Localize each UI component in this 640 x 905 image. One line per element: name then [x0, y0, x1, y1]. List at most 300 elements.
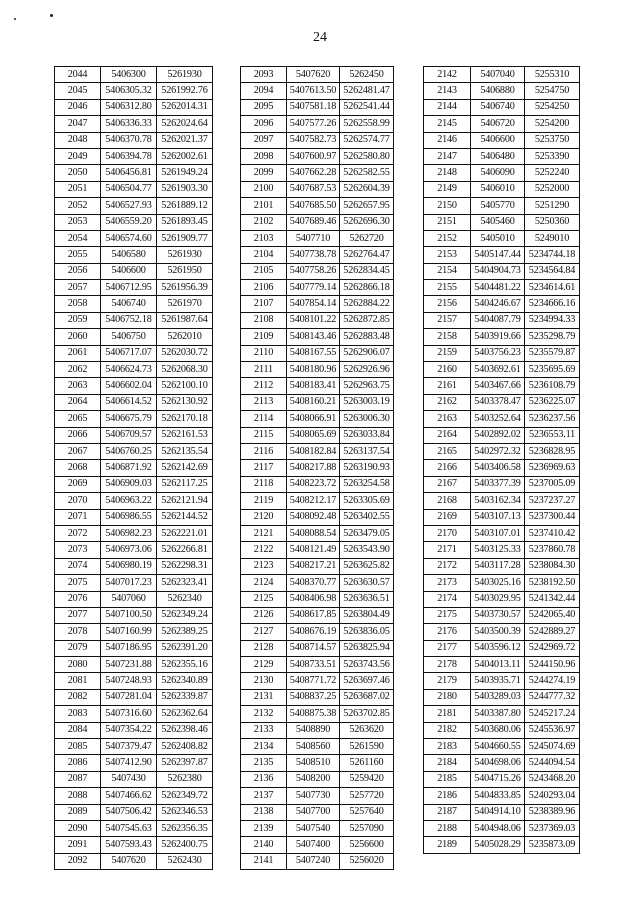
y-coordinate-cell: 5244094.54	[525, 755, 580, 771]
table-row	[55, 804, 213, 820]
point-number-cell: 2045	[55, 83, 101, 99]
y-coordinate-cell: 5262926.96	[340, 362, 394, 378]
point-number-cell: 2065	[55, 411, 101, 427]
x-coordinate-cell: 5406982.23	[101, 525, 157, 541]
point-number-cell: 2084	[55, 722, 101, 738]
table-row	[55, 493, 213, 509]
point-number-cell: 2157	[424, 312, 471, 328]
x-coordinate-cell: 5407017.23	[101, 575, 157, 591]
x-coordinate-cell: 5407186.95	[101, 640, 157, 656]
point-number-cell: 2071	[55, 509, 101, 525]
x-coordinate-cell: 5408406.98	[287, 591, 340, 607]
table-row	[241, 722, 394, 738]
x-coordinate-cell: 5408510	[287, 755, 340, 771]
y-coordinate-cell: 5256020	[340, 853, 394, 869]
table-row	[424, 476, 580, 492]
table-row	[55, 263, 213, 279]
point-number-cell: 2103	[241, 230, 287, 246]
x-coordinate-cell: 5404013.11	[471, 657, 525, 673]
table-row	[241, 739, 394, 755]
y-coordinate-cell: 5262349.72	[157, 788, 213, 804]
table-row	[424, 755, 580, 771]
x-coordinate-cell: 5404833.85	[471, 788, 525, 804]
y-coordinate-cell: 5240293.04	[525, 788, 580, 804]
table-row	[424, 509, 580, 525]
x-coordinate-cell: 5403467.66	[471, 378, 525, 394]
point-number-cell: 2113	[241, 394, 287, 410]
point-number-cell: 2050	[55, 165, 101, 181]
x-coordinate-cell: 5407060	[101, 591, 157, 607]
point-number-cell: 2077	[55, 607, 101, 623]
x-coordinate-cell: 5403029.95	[471, 591, 525, 607]
point-number-cell: 2112	[241, 378, 287, 394]
y-coordinate-cell: 5262391.20	[157, 640, 213, 656]
x-coordinate-cell: 5408065.69	[287, 427, 340, 443]
x-coordinate-cell: 5407581.18	[287, 99, 340, 115]
y-coordinate-cell: 5262398.46	[157, 722, 213, 738]
point-number-cell: 2131	[241, 689, 287, 705]
point-number-cell: 2141	[241, 853, 287, 869]
table-row	[424, 280, 580, 296]
point-number-cell: 2139	[241, 820, 287, 836]
x-coordinate-cell: 5406527.93	[101, 198, 157, 214]
point-number-cell: 2187	[424, 804, 471, 820]
point-number-cell: 2066	[55, 427, 101, 443]
x-coordinate-cell: 5408217.88	[287, 460, 340, 476]
point-number-cell: 2099	[241, 165, 287, 181]
x-coordinate-cell: 5406752.18	[101, 312, 157, 328]
table-row	[424, 657, 580, 673]
x-coordinate-cell: 5403252.64	[471, 411, 525, 427]
table-row	[424, 362, 580, 378]
y-coordinate-cell: 5261970	[157, 296, 213, 312]
point-number-cell: 2137	[241, 788, 287, 804]
table-row	[55, 67, 213, 83]
point-number-cell: 2189	[424, 837, 471, 853]
y-coordinate-cell: 5244274.19	[525, 673, 580, 689]
x-coordinate-cell: 5407662.28	[287, 165, 340, 181]
point-number-cell: 2163	[424, 411, 471, 427]
y-coordinate-cell: 5254250	[525, 99, 580, 115]
x-coordinate-cell: 5408121.49	[287, 542, 340, 558]
point-number-cell: 2170	[424, 525, 471, 541]
x-coordinate-cell: 5406559.20	[101, 214, 157, 230]
x-coordinate-cell: 5408212.17	[287, 493, 340, 509]
y-coordinate-cell: 5261160	[340, 755, 394, 771]
x-coordinate-cell: 5404914.10	[471, 804, 525, 820]
y-coordinate-cell: 5262696.30	[340, 214, 394, 230]
table-row	[55, 525, 213, 541]
y-coordinate-cell: 5261889.12	[157, 198, 213, 214]
point-number-cell: 2166	[424, 460, 471, 476]
table-row	[424, 689, 580, 705]
y-coordinate-cell: 5262963.75	[340, 378, 394, 394]
table-row	[55, 624, 213, 640]
table-row	[424, 788, 580, 804]
page-number: 24	[313, 30, 327, 45]
table-row	[424, 394, 580, 410]
table-row	[55, 657, 213, 673]
point-number-cell: 2181	[424, 706, 471, 722]
x-coordinate-cell: 5406600	[101, 263, 157, 279]
table-row	[241, 427, 394, 443]
table-row	[424, 591, 580, 607]
y-coordinate-cell: 5236237.56	[525, 411, 580, 427]
table-row	[424, 214, 580, 230]
y-coordinate-cell: 5254200	[525, 116, 580, 132]
table-row	[55, 247, 213, 263]
point-number-cell: 2175	[424, 607, 471, 623]
y-coordinate-cell: 5237300.44	[525, 509, 580, 525]
table-row	[424, 607, 580, 623]
x-coordinate-cell: 5408714.57	[287, 640, 340, 656]
table-row	[55, 460, 213, 476]
x-coordinate-cell: 5407540	[287, 820, 340, 836]
table-row	[241, 345, 394, 361]
y-coordinate-cell: 5237860.78	[525, 542, 580, 558]
point-number-cell: 2130	[241, 673, 287, 689]
point-number-cell: 2169	[424, 509, 471, 525]
y-coordinate-cell: 5262340.89	[157, 673, 213, 689]
y-coordinate-cell: 5250360	[525, 214, 580, 230]
table-row	[424, 67, 580, 83]
x-coordinate-cell: 5407600.97	[287, 148, 340, 164]
point-number-cell: 2067	[55, 443, 101, 459]
point-number-cell: 2092	[55, 853, 101, 869]
y-coordinate-cell: 5262872.85	[340, 312, 394, 328]
y-coordinate-cell: 5262430	[157, 853, 213, 869]
point-number-cell: 2119	[241, 493, 287, 509]
y-coordinate-cell: 5244777.32	[525, 689, 580, 705]
x-coordinate-cell: 5406712.95	[101, 280, 157, 296]
table-row	[55, 280, 213, 296]
x-coordinate-cell: 5406963.22	[101, 493, 157, 509]
table-row	[424, 411, 580, 427]
point-number-cell: 2186	[424, 788, 471, 804]
y-coordinate-cell: 5262481.47	[340, 83, 394, 99]
point-number-cell: 2179	[424, 673, 471, 689]
y-coordinate-cell: 5263687.02	[340, 689, 394, 705]
y-coordinate-cell: 5263137.54	[340, 443, 394, 459]
x-coordinate-cell: 5408167.55	[287, 345, 340, 361]
point-number-cell: 2128	[241, 640, 287, 656]
y-coordinate-cell: 5255310	[525, 67, 580, 83]
point-number-cell: 2122	[241, 542, 287, 558]
point-number-cell: 2054	[55, 230, 101, 246]
point-number-cell: 2132	[241, 706, 287, 722]
x-coordinate-cell: 5406010	[471, 181, 525, 197]
y-coordinate-cell: 5262339.87	[157, 689, 213, 705]
x-coordinate-cell: 5406717.07	[101, 345, 157, 361]
table-row	[55, 853, 213, 869]
x-coordinate-cell: 5406300	[101, 67, 157, 83]
x-coordinate-cell: 5404698.06	[471, 755, 525, 771]
x-coordinate-cell: 5403406.58	[471, 460, 525, 476]
table-row	[55, 378, 213, 394]
point-number-cell: 2116	[241, 443, 287, 459]
table-row	[424, 558, 580, 574]
table-row	[55, 689, 213, 705]
y-coordinate-cell: 5263543.90	[340, 542, 394, 558]
point-number-cell: 2151	[424, 214, 471, 230]
y-coordinate-cell: 5263479.05	[340, 525, 394, 541]
table-row	[241, 673, 394, 689]
x-coordinate-cell: 5407354.22	[101, 722, 157, 738]
x-coordinate-cell: 5406909.03	[101, 476, 157, 492]
table-row	[241, 198, 394, 214]
y-coordinate-cell: 5262021.37	[157, 132, 213, 148]
table-row	[55, 640, 213, 656]
point-number-cell: 2104	[241, 247, 287, 263]
table-row	[55, 558, 213, 574]
table-row	[424, 443, 580, 459]
y-coordinate-cell: 5249010	[525, 230, 580, 246]
y-coordinate-cell: 5262834.45	[340, 263, 394, 279]
table-row	[424, 116, 580, 132]
x-coordinate-cell: 5406760.25	[101, 443, 157, 459]
point-number-cell: 2174	[424, 591, 471, 607]
point-number-cell: 2097	[241, 132, 287, 148]
table-row	[241, 493, 394, 509]
table-row	[55, 820, 213, 836]
table-row	[55, 443, 213, 459]
point-number-cell: 2135	[241, 755, 287, 771]
table-row	[241, 837, 394, 853]
point-number-cell: 2176	[424, 624, 471, 640]
x-coordinate-cell: 5407687.53	[287, 181, 340, 197]
point-number-cell: 2047	[55, 116, 101, 132]
x-coordinate-cell: 5407316.60	[101, 706, 157, 722]
point-number-cell: 2102	[241, 214, 287, 230]
y-coordinate-cell: 5242969.72	[525, 640, 580, 656]
table-row	[241, 689, 394, 705]
table-row	[241, 312, 394, 328]
y-coordinate-cell: 5263402.55	[340, 509, 394, 525]
table-row	[424, 132, 580, 148]
x-coordinate-cell: 5408200	[287, 771, 340, 787]
x-coordinate-cell: 5406090	[471, 165, 525, 181]
point-number-cell: 2076	[55, 591, 101, 607]
table-row	[424, 493, 580, 509]
x-coordinate-cell: 5403730.57	[471, 607, 525, 623]
point-number-cell: 2061	[55, 345, 101, 361]
y-coordinate-cell: 5262400.75	[157, 837, 213, 853]
y-coordinate-cell: 5259420	[340, 771, 394, 787]
point-number-cell: 2059	[55, 312, 101, 328]
point-number-cell: 2101	[241, 198, 287, 214]
x-coordinate-cell: 5406370.78	[101, 132, 157, 148]
y-coordinate-cell: 5251290	[525, 198, 580, 214]
point-number-cell: 2117	[241, 460, 287, 476]
y-coordinate-cell: 5262142.69	[157, 460, 213, 476]
y-coordinate-cell: 5262355.16	[157, 657, 213, 673]
table-row	[241, 509, 394, 525]
x-coordinate-cell: 5403500.39	[471, 624, 525, 640]
y-coordinate-cell: 5242889.27	[525, 624, 580, 640]
y-coordinate-cell: 5235298.79	[525, 329, 580, 345]
y-coordinate-cell: 5262380	[157, 771, 213, 787]
x-coordinate-cell: 5407613.50	[287, 83, 340, 99]
y-coordinate-cell: 5262121.94	[157, 493, 213, 509]
table-row	[424, 837, 580, 853]
y-coordinate-cell: 5257090	[340, 820, 394, 836]
x-coordinate-cell: 5407240	[287, 853, 340, 869]
x-coordinate-cell: 5408223.72	[287, 476, 340, 492]
table-row	[424, 542, 580, 558]
x-coordinate-cell: 5403680.06	[471, 722, 525, 738]
point-number-cell: 2085	[55, 739, 101, 755]
x-coordinate-cell: 5404904.73	[471, 263, 525, 279]
table-row	[55, 706, 213, 722]
y-coordinate-cell: 5237369.03	[525, 820, 580, 836]
x-coordinate-cell: 5403025.16	[471, 575, 525, 591]
x-coordinate-cell: 5407710	[287, 230, 340, 246]
point-number-cell: 2114	[241, 411, 287, 427]
x-coordinate-cell: 5408101.22	[287, 312, 340, 328]
point-number-cell: 2049	[55, 148, 101, 164]
table-row	[241, 329, 394, 345]
table-row	[424, 378, 580, 394]
table-row	[241, 591, 394, 607]
point-number-cell: 2105	[241, 263, 287, 279]
y-coordinate-cell: 5262397.87	[157, 755, 213, 771]
x-coordinate-cell: 5406336.33	[101, 116, 157, 132]
x-coordinate-cell: 5407231.88	[101, 657, 157, 673]
x-coordinate-cell: 5407730	[287, 788, 340, 804]
point-number-cell: 2118	[241, 476, 287, 492]
y-coordinate-cell: 5254750	[525, 83, 580, 99]
table-row	[241, 853, 394, 869]
x-coordinate-cell: 5408160.21	[287, 394, 340, 410]
table-row	[55, 755, 213, 771]
x-coordinate-cell: 5403117.28	[471, 558, 525, 574]
y-coordinate-cell: 5262349.24	[157, 607, 213, 623]
table-row	[241, 83, 394, 99]
point-number-cell: 2111	[241, 362, 287, 378]
y-coordinate-cell: 5262130.92	[157, 394, 213, 410]
point-number-cell: 2091	[55, 837, 101, 853]
table-row	[424, 165, 580, 181]
y-coordinate-cell: 5236553.11	[525, 427, 580, 443]
x-coordinate-cell: 5408180.96	[287, 362, 340, 378]
point-number-cell: 2057	[55, 280, 101, 296]
point-number-cell: 2089	[55, 804, 101, 820]
point-number-cell: 2079	[55, 640, 101, 656]
x-coordinate-cell: 5403692.61	[471, 362, 525, 378]
point-number-cell: 2125	[241, 591, 287, 607]
table-row	[55, 771, 213, 787]
point-number-cell: 2134	[241, 739, 287, 755]
table-row	[55, 362, 213, 378]
x-coordinate-cell: 5404948.06	[471, 820, 525, 836]
x-coordinate-cell: 5408182.84	[287, 443, 340, 459]
table-row	[241, 230, 394, 246]
table-row	[241, 362, 394, 378]
table-row	[241, 771, 394, 787]
y-coordinate-cell: 5253750	[525, 132, 580, 148]
point-number-cell: 2083	[55, 706, 101, 722]
table-row	[55, 214, 213, 230]
x-coordinate-cell: 5407689.46	[287, 214, 340, 230]
table-row	[55, 116, 213, 132]
y-coordinate-cell: 5263836.05	[340, 624, 394, 640]
point-number-cell: 2068	[55, 460, 101, 476]
x-coordinate-cell: 5407400	[287, 837, 340, 853]
x-coordinate-cell: 5407738.78	[287, 247, 340, 263]
point-number-cell: 2106	[241, 280, 287, 296]
x-coordinate-cell: 5407758.26	[287, 263, 340, 279]
y-coordinate-cell: 5263702.85	[340, 706, 394, 722]
point-number-cell: 2178	[424, 657, 471, 673]
point-number-cell: 2081	[55, 673, 101, 689]
y-coordinate-cell: 5253390	[525, 148, 580, 164]
table-row	[55, 722, 213, 738]
y-coordinate-cell: 5262389.25	[157, 624, 213, 640]
x-coordinate-cell: 5403107.13	[471, 509, 525, 525]
y-coordinate-cell: 5242065.40	[525, 607, 580, 623]
x-coordinate-cell: 5407100.50	[101, 607, 157, 623]
scan-speck	[50, 14, 53, 17]
table-row	[55, 509, 213, 525]
y-coordinate-cell: 5262144.52	[157, 509, 213, 525]
table-row	[241, 394, 394, 410]
x-coordinate-cell: 5407685.50	[287, 198, 340, 214]
point-number-cell: 2095	[241, 99, 287, 115]
point-number-cell: 2147	[424, 148, 471, 164]
x-coordinate-cell: 5406602.04	[101, 378, 157, 394]
x-coordinate-cell: 5407593.43	[101, 837, 157, 853]
x-coordinate-cell: 5406504.77	[101, 181, 157, 197]
point-number-cell: 2127	[241, 624, 287, 640]
point-number-cell: 2162	[424, 394, 471, 410]
point-number-cell: 2073	[55, 542, 101, 558]
y-coordinate-cell: 5263254.58	[340, 476, 394, 492]
x-coordinate-cell: 5406614.52	[101, 394, 157, 410]
y-coordinate-cell: 5234744.18	[525, 247, 580, 263]
y-coordinate-cell: 5263743.56	[340, 657, 394, 673]
y-coordinate-cell: 5252240	[525, 165, 580, 181]
x-coordinate-cell: 5408370.77	[287, 575, 340, 591]
table-row	[424, 673, 580, 689]
y-coordinate-cell: 5262298.31	[157, 558, 213, 574]
x-coordinate-cell: 5408217.21	[287, 558, 340, 574]
point-number-cell: 2156	[424, 296, 471, 312]
x-coordinate-cell: 5403378.47	[471, 394, 525, 410]
x-coordinate-cell: 5406600	[471, 132, 525, 148]
y-coordinate-cell: 5262068.30	[157, 362, 213, 378]
table-row	[424, 263, 580, 279]
table-row	[241, 181, 394, 197]
point-number-cell: 2144	[424, 99, 471, 115]
x-coordinate-cell: 5406456.81	[101, 165, 157, 181]
table-row	[55, 788, 213, 804]
table-row	[241, 67, 394, 83]
point-number-cell: 2087	[55, 771, 101, 787]
point-number-cell: 2088	[55, 788, 101, 804]
table-row	[241, 755, 394, 771]
table-row	[55, 296, 213, 312]
y-coordinate-cell: 5262580.80	[340, 148, 394, 164]
x-coordinate-cell: 5408875.38	[287, 706, 340, 722]
x-coordinate-cell: 5403289.03	[471, 689, 525, 705]
x-coordinate-cell: 5408771.72	[287, 673, 340, 689]
y-coordinate-cell: 5262161.53	[157, 427, 213, 443]
x-coordinate-cell: 5407577.26	[287, 116, 340, 132]
table-row	[55, 411, 213, 427]
x-coordinate-cell: 5408066.91	[287, 411, 340, 427]
x-coordinate-cell: 5407506.42	[101, 804, 157, 820]
x-coordinate-cell: 5406312.80	[101, 99, 157, 115]
